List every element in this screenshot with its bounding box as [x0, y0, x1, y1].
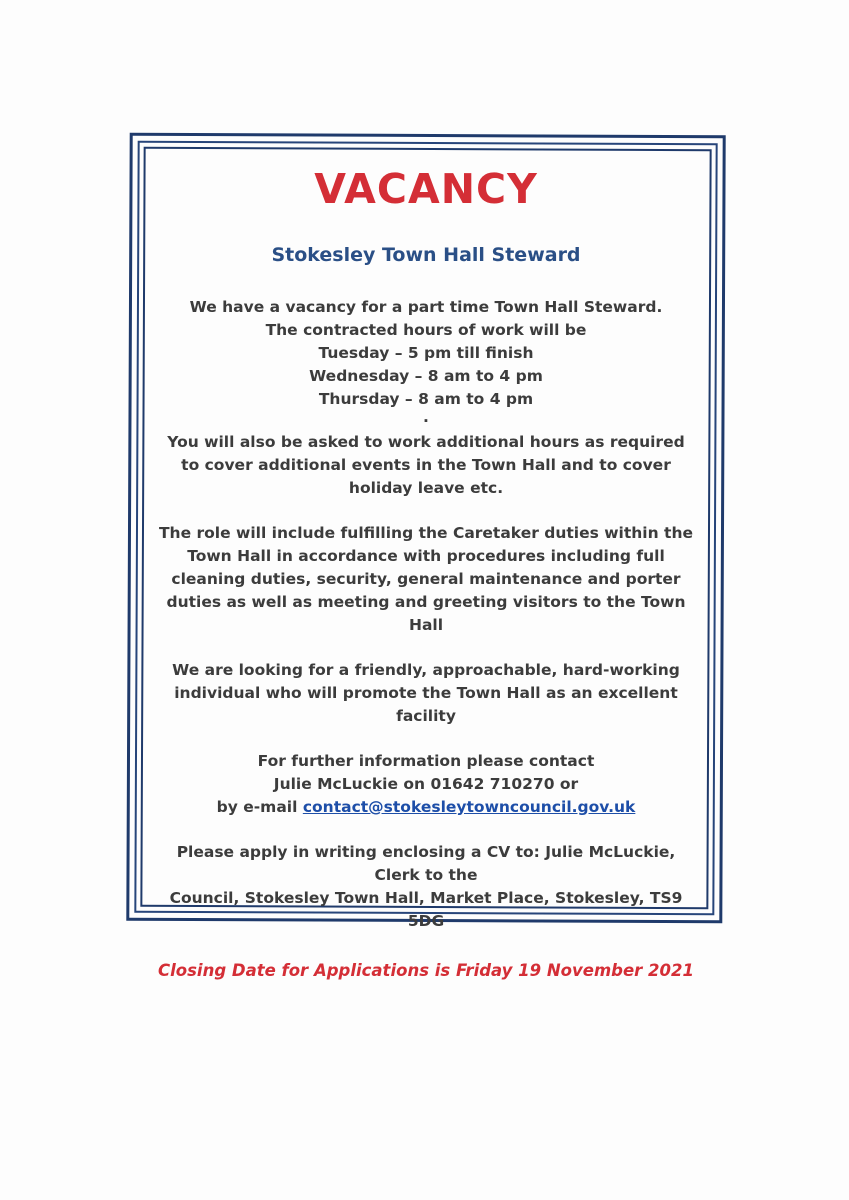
additional-hours-text: You will also be asked to work additional hours as required to cover additional events in the Town Hall and to cover holiday leave etc. — [167, 433, 685, 497]
border-frame-middle — [134, 141, 717, 980]
email-link[interactable]: contact@stokesleytowncouncil.gov.uk — [302, 798, 636, 816]
apply-line: Please apply in writing enclosing a CV to: Julie McLuckie, Clerk to the — [176, 843, 676, 884]
hours-tuesday: Tuesday – 5 pm till finish — [318, 344, 534, 362]
additional-hours-paragraph — [158, 431, 694, 500]
intro-section — [158, 296, 694, 426]
contact-phone-line: Julie McLuckie on 01642 710270 or — [273, 775, 579, 793]
role-text: The role will include fulfilling the Caretaker duties within the Town Hall in accordance with procedures including full cleaning duties, security, general maintenance and porter duties as well as meeting and greeting visitors to the Town Hall — [158, 524, 694, 634]
contact-line: For further information please contact — [257, 752, 595, 770]
closing-date: Closing Date for Applications is Friday 19 November 2021 — [158, 961, 694, 980]
contact-email-line — [158, 796, 694, 819]
intro-line: We have a vacancy for a part time Town Hall Steward. — [189, 298, 663, 316]
apply-section — [158, 841, 694, 933]
hours-wednesday: Wednesday – 8 am to 4 pm — [309, 367, 543, 385]
vacancy-title: VACANCY — [314, 165, 538, 213]
apply-address-line: Council, Stokesley Town Hall, Market Place, Stokesley, TS9 5DG — [169, 889, 683, 930]
looking-for-text: We are looking for a friendly, approachable, hard-working individual who will promote the Town Hall as an excellent facility — [172, 661, 680, 725]
looking-for-paragraph — [158, 659, 694, 728]
contact-section — [158, 750, 694, 819]
hours-thursday: Thursday – 8 am to 4 pm — [318, 390, 534, 408]
email-prefix: by e-mail — [216, 798, 303, 816]
border-frame-inner — [140, 147, 711, 980]
job-title: Stokesley Town Hall Steward — [271, 244, 581, 266]
role-paragraph — [158, 522, 694, 637]
intro-line: The contracted hours of work will be — [265, 321, 587, 339]
notice-content — [158, 156, 694, 980]
separator-dot: . — [423, 408, 429, 426]
border-frame — [126, 133, 725, 980]
